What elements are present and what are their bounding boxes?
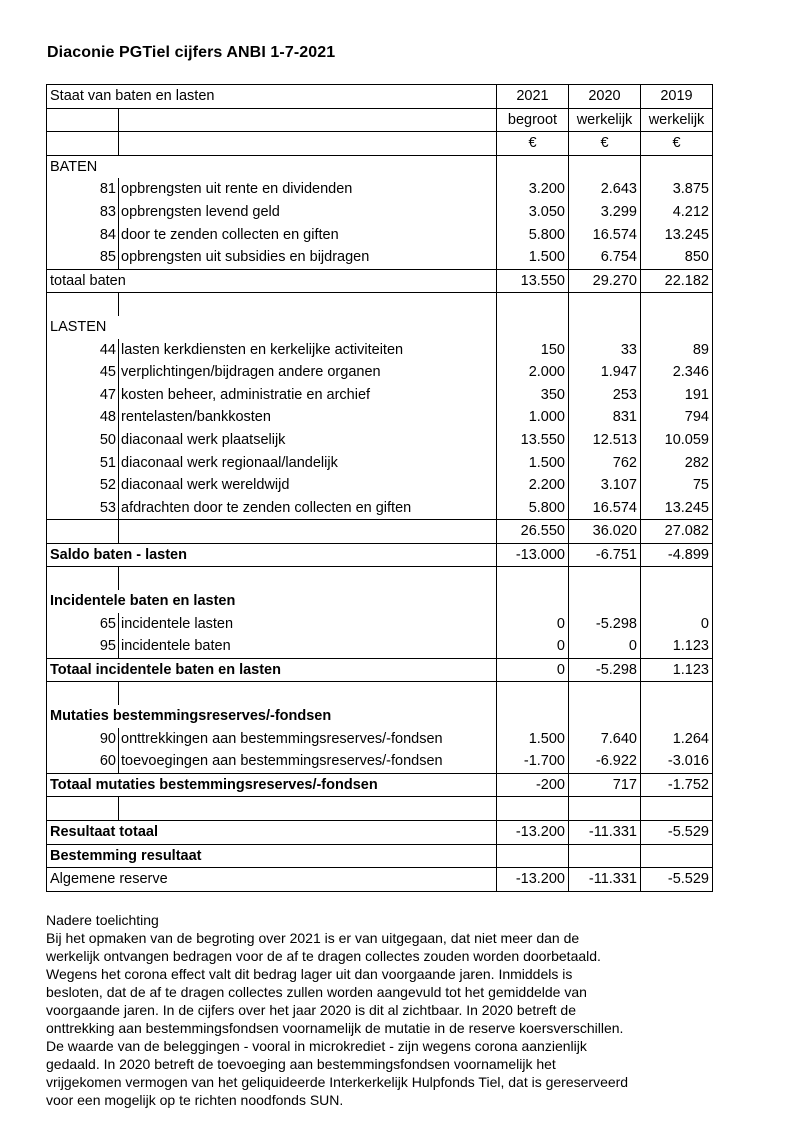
column-header-cell: 2021 [497,85,569,109]
value-cell: 3.050 [497,201,569,224]
value-cell: 4.212 [641,201,713,224]
value-cell [497,293,569,316]
financial-table [46,84,713,892]
spacer-cell [119,132,497,156]
value-cell: 1.123 [641,658,713,682]
table-row [47,728,713,751]
table-row [47,406,713,429]
column-header-cell: 2019 [641,85,713,109]
value-cell: -3.016 [641,750,713,773]
account-label: incidentele baten [119,635,497,658]
account-code: 48 [47,406,119,429]
value-cell [641,293,713,316]
header-row [47,108,713,132]
value-cell: -13.200 [497,821,569,845]
value-cell: 2.643 [569,178,641,201]
notes-line: onttrekking aan bestemmingsfondsen voornamelijk de mutatie in de reserve koersverschillen. [46,1020,624,1036]
spacer-row [47,293,713,316]
value-cell [569,844,641,868]
account-label: verplichtingen/bijdragen andere organen [119,361,497,384]
value-cell: -5.298 [569,613,641,636]
account-label: incidentele lasten [119,613,497,636]
value-cell: 16.574 [569,497,641,520]
total-label: Saldo baten - lasten [47,543,497,567]
account-label: door te zenden collecten en giften [119,224,497,247]
value-cell: 12.513 [569,429,641,452]
value-cell: 27.082 [641,520,713,544]
value-cell: 89 [641,339,713,362]
account-label: afdrachten door te zenden collecten en giften [119,497,497,520]
header-row [47,85,713,109]
value-cell: 2.200 [497,474,569,497]
value-cell: 3.299 [569,201,641,224]
value-cell: 5.800 [497,497,569,520]
account-code: 83 [47,201,119,224]
value-cell: 13.550 [497,429,569,452]
table-row [47,384,713,407]
notes-line: werkelijk ontvangen bedragen voor de af te dragen collectes zouden worden doorbetaald. [46,948,601,964]
value-cell: 191 [641,384,713,407]
notes-line: gedaald. In 2020 betreft de toevoeging aan bestemmingsfondsen voornamelijk het [46,1056,556,1072]
spacer-cell [47,797,119,821]
value-cell: 0 [497,613,569,636]
value-cell [641,844,713,868]
value-cell: -6.922 [569,750,641,773]
total-row [47,821,713,845]
value-cell [641,155,713,178]
spacer-row [47,682,713,705]
table-row [47,750,713,773]
value-cell: 1.500 [497,452,569,475]
spacer-cell [47,108,119,132]
value-cell: 0 [569,635,641,658]
value-cell: -13.000 [497,543,569,567]
spacer-cell [119,682,497,705]
value-cell: 0 [497,658,569,682]
value-cell: -11.331 [569,821,641,845]
value-cell [497,682,569,705]
column-header-cell: 2020 [569,85,641,109]
value-cell: 350 [497,384,569,407]
value-cell [497,844,569,868]
spacer-row [47,797,713,821]
spacer-cell [119,108,497,132]
spacer-cell [119,567,497,590]
account-label: kosten beheer, administratie en archief [119,384,497,407]
value-cell [497,155,569,178]
notes-body [46,929,746,1109]
section-row [47,155,713,178]
value-cell: 1.947 [569,361,641,384]
account-code: 50 [47,429,119,452]
section-title: BATEN [47,155,497,178]
value-cell: 3.875 [641,178,713,201]
value-cell: 75 [641,474,713,497]
value-cell: 150 [497,339,569,362]
value-cell: 10.059 [641,429,713,452]
notes-line: vrijgekomen vermogen van het geliquideerde Interkerkelijk Hulpfonds Tiel, dat is gereserveerd [46,1074,629,1090]
value-cell: -1.752 [641,773,713,797]
value-cell [569,567,641,590]
notes-line: De waarde van de beleggingen - vooral in microkrediet - zijn wegens corona aanzienlijk [46,1038,587,1054]
total-row [47,658,713,682]
value-cell: 13.245 [641,224,713,247]
value-cell [497,797,569,821]
account-code: 51 [47,452,119,475]
value-cell: 13.550 [497,269,569,293]
account-code: 85 [47,246,119,269]
value-cell: -5.529 [641,868,713,892]
total-label: Totaal mutaties bestemmingsreserves/-fondsen [47,773,497,797]
value-cell [641,682,713,705]
account-label: opbrengsten uit rente en dividenden [119,178,497,201]
table-row [47,339,713,362]
account-label: toevoegingen aan bestemmingsreserves/-fondsen [119,750,497,773]
value-cell [497,590,569,613]
account-label: diaconaal werk plaatselijk [119,429,497,452]
value-cell: 2.000 [497,361,569,384]
value-cell: 0 [497,635,569,658]
value-cell: 1.264 [641,728,713,751]
value-cell [641,316,713,339]
value-cell [497,567,569,590]
account-code: 44 [47,339,119,362]
value-cell: 1.500 [497,246,569,269]
value-cell: 36.020 [569,520,641,544]
statement-table [46,84,713,892]
spacer-cell [47,520,119,544]
value-cell: 3.200 [497,178,569,201]
header-row [47,132,713,156]
spacer-cell [119,520,497,544]
value-cell: 282 [641,452,713,475]
spacer-cell [119,293,497,316]
value-cell: 762 [569,452,641,475]
value-cell: 253 [569,384,641,407]
table-row [47,178,713,201]
value-cell [569,293,641,316]
account-code: 95 [47,635,119,658]
value-cell: -6.751 [569,543,641,567]
value-cell: -11.331 [569,868,641,892]
value-cell: -4.899 [641,543,713,567]
total-label: Totaal incidentele baten en lasten [47,658,497,682]
account-code: 47 [47,384,119,407]
value-cell [569,705,641,728]
table-row [47,452,713,475]
value-cell: 850 [641,246,713,269]
value-cell: 5.800 [497,224,569,247]
column-header-cell: werkelijk [641,108,713,132]
spacer-cell [47,132,119,156]
table-row [47,246,713,269]
spacer-cell [47,567,119,590]
column-header-cell: € [641,132,713,156]
total-row [47,520,713,544]
value-cell [569,797,641,821]
row-label: Algemene reserve [47,868,497,892]
value-cell: 16.574 [569,224,641,247]
value-cell: 6.754 [569,246,641,269]
table-row [47,613,713,636]
account-label: rentelasten/bankkosten [119,406,497,429]
value-cell [497,316,569,339]
account-label: diaconaal werk wereldwijd [119,474,497,497]
total-row [47,269,713,293]
section-row [47,844,713,868]
value-cell: 3.107 [569,474,641,497]
value-cell: 29.270 [569,269,641,293]
notes-line: Wegens het corona effect valt dit bedrag lager uit dan voorgaande jaren. Inmiddels is [46,966,573,982]
value-cell: 7.640 [569,728,641,751]
notes-line: voorgaande jaren. In de cijfers over het jaar 2020 is dit al zichtbaar. In 2020 betreft de [46,1002,576,1018]
account-code: 81 [47,178,119,201]
table-row [47,361,713,384]
value-cell: 794 [641,406,713,429]
total-row [47,773,713,797]
section-row [47,705,713,728]
value-cell: 0 [641,613,713,636]
spacer-cell [47,682,119,705]
column-header-cell: € [497,132,569,156]
account-code: 90 [47,728,119,751]
value-cell [569,590,641,613]
account-code: 65 [47,613,119,636]
account-code: 60 [47,750,119,773]
table-row [47,497,713,520]
section-row [47,316,713,339]
notes-title: Nadere toelichting [46,912,159,928]
spacer-cell [47,293,119,316]
notes-section [46,911,746,1109]
value-cell [569,682,641,705]
total-label: totaal baten [47,269,497,293]
spacer-cell [119,797,497,821]
value-cell [641,590,713,613]
column-header-cell: begroot [497,108,569,132]
value-cell [641,567,713,590]
table-row [47,635,713,658]
value-cell [569,316,641,339]
spacer-row [47,567,713,590]
total-row [47,543,713,567]
value-cell: -200 [497,773,569,797]
account-code: 84 [47,224,119,247]
value-cell: 717 [569,773,641,797]
notes-line: Bij het opmaken van de begroting over 2021 is er van uitgegaan, dat niet meer dan de [46,930,580,946]
value-cell: 13.245 [641,497,713,520]
table-row [47,224,713,247]
account-label: diaconaal werk regionaal/landelijk [119,452,497,475]
section-title: Incidentele baten en lasten [47,590,497,613]
value-cell: 1.500 [497,728,569,751]
value-cell: 26.550 [497,520,569,544]
section-title: LASTEN [47,316,497,339]
table-row [47,429,713,452]
account-label: lasten kerkdiensten en kerkelijke activiteiten [119,339,497,362]
account-code: 45 [47,361,119,384]
value-cell: 2.346 [641,361,713,384]
value-cell: 22.182 [641,269,713,293]
value-cell [641,797,713,821]
account-label: opbrengsten uit subsidies en bijdragen [119,246,497,269]
page-title: Diaconie PGTiel cijfers ANBI 1-7-2021 [47,44,336,61]
total-label: Resultaat totaal [47,821,497,845]
notes-line: voor een mogelijk op te richten noodfonds SUN. [46,1092,344,1108]
value-cell: 33 [569,339,641,362]
value-cell: 1.000 [497,406,569,429]
value-cell: -1.700 [497,750,569,773]
table-row [47,201,713,224]
table-caption: Staat van baten en lasten [47,85,497,109]
account-label: opbrengsten levend geld [119,201,497,224]
value-cell [569,155,641,178]
value-cell: 1.123 [641,635,713,658]
value-cell: -5.529 [641,821,713,845]
notes-line: besloten, dat de af te dragen collectes zullen worden aangevuld tot het gemiddelde van [46,984,587,1000]
table-row [47,474,713,497]
value-cell: -5.298 [569,658,641,682]
value-cell: -13.200 [497,868,569,892]
column-header-cell: € [569,132,641,156]
account-label: onttrekkingen aan bestemmingsreserves/-fondsen [119,728,497,751]
section-title: Bestemming resultaat [47,844,497,868]
section-title: Mutaties bestemmingsreserves/-fondsen [47,705,497,728]
account-code: 53 [47,497,119,520]
value-cell: 831 [569,406,641,429]
column-header-cell: werkelijk [569,108,641,132]
section-row [47,590,713,613]
account-code: 52 [47,474,119,497]
table-row [47,868,713,892]
value-cell [497,705,569,728]
value-cell [641,705,713,728]
